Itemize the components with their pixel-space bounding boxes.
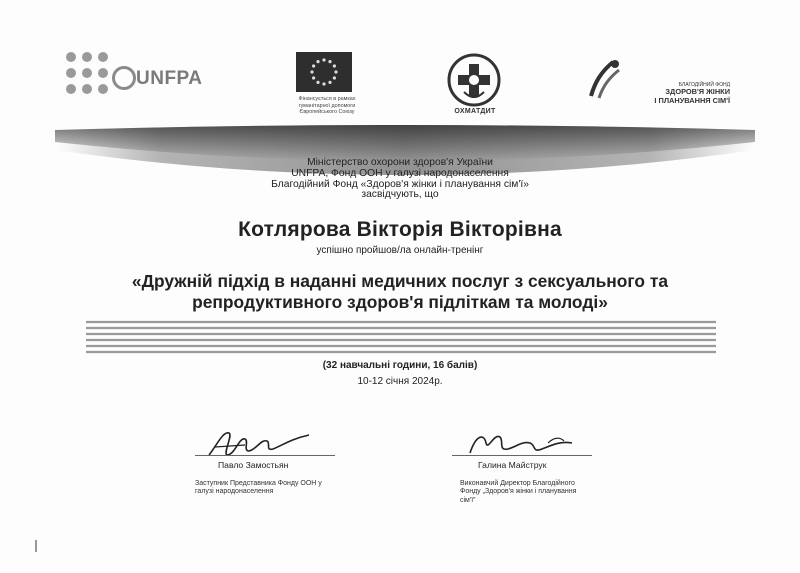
corner-mark: [35, 540, 37, 552]
issuers-intro: [0, 158, 800, 201]
recipient-name: Котлярова Вікторія Вікторівна: [238, 218, 562, 241]
fine-print-block: [86, 319, 716, 360]
un-emblem-icon: [112, 66, 136, 90]
training-dates: 10-12 січня 2024р.: [357, 376, 443, 387]
right-signatory-title: Виконавчий Директор Благодійного Фонду „Здоров'я жінки і планування сім'ї”: [460, 480, 577, 504]
course-title: «Дружній підхід в наданні медичних послуг з сексуального та репродуктивного здоров'я підліткам та молоді»: [131, 271, 669, 312]
eu-caption: Фінансується в рамках гуманітарної допомоги Європейського Союзу: [298, 96, 356, 115]
right-signature-line: [452, 455, 592, 456]
okhmatdyt-emblem-icon: [446, 52, 502, 108]
unfpa-wordmark: UNFPA: [136, 68, 203, 89]
eu-flag-icon: [296, 52, 352, 92]
fund-logo-icon: [585, 56, 625, 104]
unfpa-logo: [66, 52, 206, 112]
okhmatdyt-caption: ОХМАТДИТ: [454, 108, 496, 115]
intro-line: UNFPA, Фонд ООН у галузі народонаселення: [291, 167, 509, 179]
fund-logo-text: БЛАГОДІЙНИЙ ФОНД ЗДОРОВ'Я ЖІНКИ І ПЛАНУВАННЯ СІМ'Ї: [654, 82, 730, 105]
left-signatory-name: Павло Замостьян: [218, 460, 289, 470]
left-signatory-title: Заступник Представника Фонду ООН у галузі народонаселення: [195, 480, 322, 496]
left-signature-line: [195, 455, 335, 456]
completed-text: успішно пройшов/ла онлайн-тренінг: [316, 245, 484, 256]
intro-line: Благодійний Фонд «Здоров'я жінки і планування сім'ї»: [271, 178, 529, 190]
intro-line: Міністерство охорони здоров'я України: [307, 157, 493, 168]
right-signatory-name: Галина Майструк: [478, 460, 547, 470]
hours-credits: (32 навчальні години, 16 балів): [322, 360, 478, 371]
intro-line: засвідчують, що: [361, 189, 439, 201]
